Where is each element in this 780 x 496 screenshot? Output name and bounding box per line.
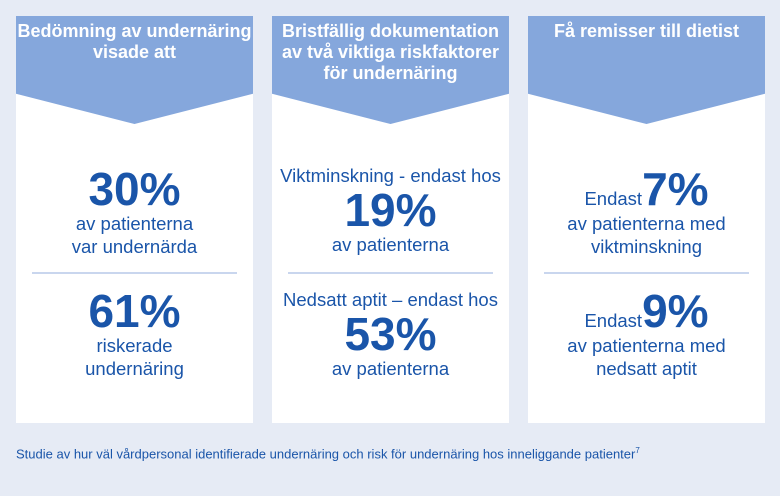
stat-weight-loss [272, 164, 509, 256]
stat-malnourished [16, 163, 253, 258]
card-title: Bristfällig dokumentation av två viktiga riskfaktorer för undernäring [281, 21, 500, 83]
stat-value: 53% [344, 308, 437, 360]
stat-desc-line: av patienterna [331, 358, 450, 379]
footnote [16, 442, 756, 462]
card-malnutrition-assessment [16, 16, 253, 423]
stat-desc-line: riskerade [96, 335, 173, 356]
stat-desc-line: undernäring [85, 358, 184, 379]
stat-desc-line: av patienterna [75, 213, 194, 234]
stat-prefix: Endast [584, 188, 643, 209]
stat-desc-line: var undernärda [71, 236, 198, 257]
stat-value: 9% [642, 285, 709, 337]
card-title: Bedömning av undernäring visade att [17, 21, 252, 62]
card-poor-documentation [272, 16, 509, 423]
stat-prefix: Viktminskning - endast hos [280, 165, 501, 186]
stat-value: 7% [642, 163, 709, 215]
footnote-text: Studie av hur väl vårdpersonal identifierade undernäring och risk för undernäring hos inneliggande patienter [16, 446, 636, 462]
footnote-reference: 7 [635, 446, 640, 455]
stat-referral-weight-loss [528, 163, 765, 258]
stat-reduced-appetite [272, 288, 509, 380]
divider [544, 272, 749, 274]
stat-desc-line: viktminskning [590, 236, 703, 257]
divider [288, 272, 493, 274]
card-dietitian-referrals [528, 16, 765, 423]
stat-desc-line: nedsatt aptit [596, 358, 697, 379]
stat-desc-line: av patienterna med [567, 213, 726, 234]
stat-value: 61% [88, 285, 181, 337]
divider [32, 272, 237, 274]
stat-value: 30% [88, 163, 181, 215]
stat-desc-line: av patienterna [331, 234, 450, 255]
stat-desc-line: av patienterna med [567, 335, 726, 356]
stat-at-risk [16, 285, 253, 380]
stat-value: 19% [344, 184, 437, 236]
stat-prefix: Nedsatt aptit – endast hos [283, 289, 498, 310]
card-title: Få remisser till dietist [553, 21, 740, 41]
stat-prefix: Endast [584, 310, 643, 331]
stat-referral-appetite [528, 285, 765, 380]
